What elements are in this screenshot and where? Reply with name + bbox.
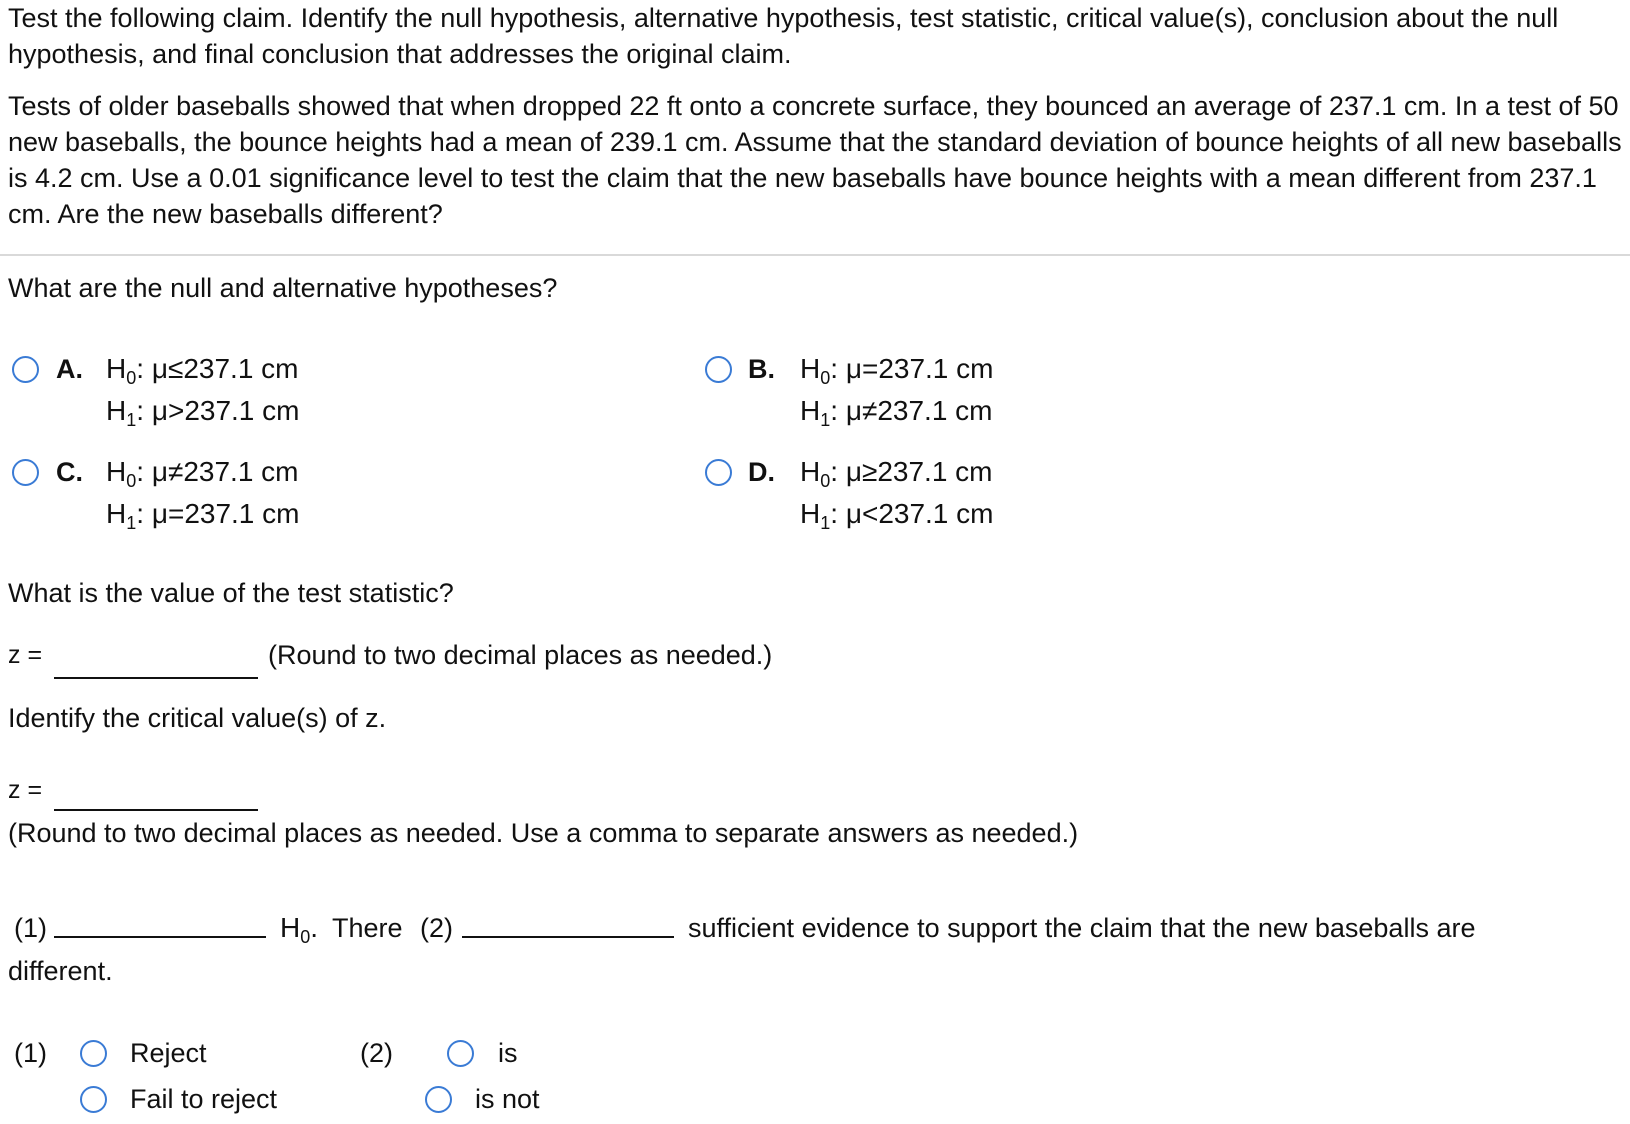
is-radio[interactable] [447, 1040, 474, 1067]
is-not-label: is not [475, 1084, 540, 1114]
divider [0, 254, 1630, 256]
option-c-h0: $H_0$: μ≠237.1 cm [106, 456, 299, 491]
option-c-radio[interactable] [12, 459, 39, 486]
conclusion-dropdown-1[interactable] [54, 936, 266, 938]
option-a-h0: $H_0$: μ≤237.1 cm [106, 353, 299, 388]
critical-value-prompt: Identify the critical value(s) of z. [8, 703, 387, 733]
option-a-h1: $H_1$: μ>237.1 cm [106, 395, 300, 430]
reject-label: Reject [130, 1038, 207, 1068]
option-b-letter: B. [748, 354, 775, 384]
reject-radio[interactable] [80, 1040, 107, 1067]
test-statistic-prompt: What is the value of the test statistic? [8, 578, 454, 608]
conclusion-dropdown-2[interactable] [462, 936, 674, 938]
option-a-letter: A. [56, 354, 83, 384]
hypotheses-prompt: What are the null and alternative hypotheses? [8, 273, 558, 303]
z-label: z = [8, 641, 43, 669]
fail-to-reject-radio[interactable] [80, 1086, 107, 1113]
critical-value-input[interactable] [54, 809, 258, 811]
fail-to-reject-label: Fail to reject [130, 1084, 278, 1114]
test-statistic-input[interactable] [54, 677, 258, 679]
h0-reference: $H_0$. [280, 912, 319, 947]
option-d-radio[interactable] [705, 459, 732, 486]
option-c-letter: C. [56, 457, 83, 487]
instructions-text: Test the following claim. Identify the null hypothesis, alternative hypothesis, test statistic, critical value(s), conclusion about the null hypothesis, and final conclusion that addresses the original claim. [8, 3, 1559, 69]
option-d-h0: $H_0$: μ≥237.1 cm [800, 456, 993, 491]
option-d-h1: $H_1$: μ<237.1 cm [800, 498, 994, 533]
blank1-label: (1) [14, 913, 47, 943]
option-a-radio[interactable] [12, 356, 39, 383]
conclusion-tail-2: different. [8, 956, 113, 986]
choices2-label: (2) [360, 1038, 393, 1068]
there-text: There [332, 913, 403, 943]
critical-value-hint: (Round to two decimal places as needed. Use a comma to separate answers as needed.) [8, 818, 1079, 848]
is-not-radio[interactable] [425, 1086, 452, 1113]
blank2-label: (2) [420, 913, 453, 943]
option-b-radio[interactable] [705, 356, 732, 383]
choices1-label: (1) [14, 1038, 47, 1068]
conclusion-tail: sufficient evidence to support the claim that the new baseballs are [688, 913, 1476, 943]
option-d-letter: D. [748, 457, 775, 487]
is-label: is [498, 1038, 518, 1068]
option-c-h1: $H_1$: μ=237.1 cm [106, 498, 300, 533]
problem-text: Tests of older baseballs showed that when dropped 22 ft onto a concrete surface, they bounced an average of 237.1 cm. In a test of 50 new baseballs, the bounce heights had a mean of 239.1 cm. Assume that the standard deviation of bounce heights of all new baseballs is 4.2 cm. Use a 0.01 significance level to test the claim that the new baseballs have bounce heights with a mean different from 237.1 cm. Are the new baseballs different? [8, 91, 1622, 229]
test-statistic-hint: (Round to two decimal places as needed.) [268, 640, 773, 670]
option-b-h0: $H_0$: μ=237.1 cm [800, 353, 994, 388]
critical-z-label: z = [8, 776, 43, 804]
option-b-h1: $H_1$: μ≠237.1 cm [800, 395, 993, 430]
